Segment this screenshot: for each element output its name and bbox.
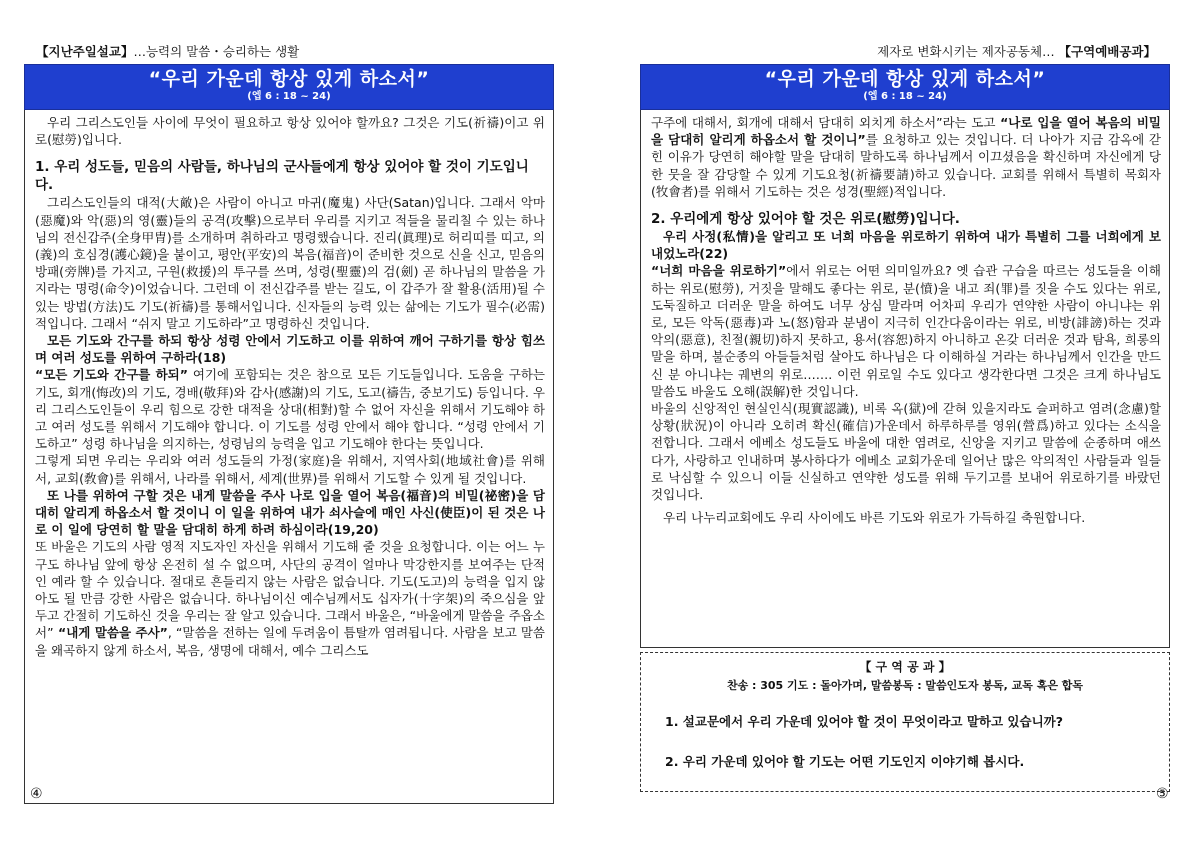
sermon-title-bar-right (640, 64, 1170, 110)
section-heading-2: 2. 우리에게 항상 있어야 할 것은 위로(慰勞)입니다. (651, 211, 960, 228)
sermon-body-left (24, 110, 554, 804)
paragraph-text: 를 요청하고 있는 것입니다. 더 나아가 지금 감옥에 갇힌 이유가 당연히 해야할 말을 담대히 말하도록 하나님께서 이끄셨음을 확신하며 자신에게 당한 뭇을 잘 감당할 수 있게 기도요청(祈禱要請)하고 있습니다. 교회를 위해서 특별히 목회자(牧會者)를 위해서 기도하는 것은 성경(聖經)적입니다. (651, 132, 1161, 199)
closing-paragraph: 우리 나누리교회에도 우리 사이에도 바른 기도와 위로가 가득하길 축원합니다. (663, 510, 1086, 526)
header-left-text: …능력의 말씀・승리하는 생활 (133, 44, 300, 59)
page-number-left: ④ (30, 786, 43, 802)
discussion-question-2: 2. 우리 가운데 있어야 할 기도는 어떤 기도인지 이야기해 봅시다. (665, 754, 1025, 769)
paragraph: 그렇게 되면 우리는 우리와 여러 성도들의 가정(家庭)을 위해서, 지역사회(地域社會)를 위해서, 교회(敎會)를 위해서, 나라를 위해서, 세계(世界)를 위해서 기도할 수 있게 될 것입니다. (35, 453, 545, 486)
sermon-reference: (엡 6 : 18 ~ 24) (863, 91, 947, 102)
discussion-question-1: 1. 설교문에서 우리 가운데 있어야 할 것이 무엇이라고 말하고 있습니까? (665, 714, 1063, 729)
paragraph-text: 여기에 포함되는 것은 참으로 모든 기도들입니다. 도움을 구하는 기도, 회개(悔改)의 기도, 경배(敬拜)와 감사(感謝)의 기도, 도고(禱告, 중보기도) 등입니다. 우리 그리스도인들이 우리 힘으로 강한 대적을 상대(相對)할 수 없어 자신을 위해서 기도해야 하고 여러 성도를 위해서 기도해야 합니다. 이 기도를 성령 안에서 해야 합니다. “성령 안에서 기도하고” 성령 하나님을 의지하는, 성령님의 능력을 입고 기도해야 한다는 뜻입니다. (35, 367, 545, 452)
sermon-title: “우리 가운데 항상 있게 하소서” (764, 68, 1046, 90)
sermon-title: “우리 가운데 항상 있게 하소서” (148, 68, 430, 90)
sermon-title-bar-left (24, 64, 554, 110)
paragraph-text: , “말씀을 전하는 일에 두려움이 틈탈까 염려됩니다. 사람을 보고 말씀을 왜곡하지 않게 하소서, 복음, 생명에 대해서, 예수 그리스도 (35, 625, 545, 658)
right-page (640, 64, 1170, 792)
paragraph (35, 538, 545, 658)
running-header-left (36, 44, 299, 60)
scripture-verse: 모든 기도와 간구를 하되 항상 성령 안에서 기도하고 이를 위하여 깨어 구하기를 항상 힘쓰며 여러 성도를 위하여 구하라(18) (35, 333, 545, 366)
header-right-label: 【구역예배공과】 (1058, 44, 1156, 59)
intro-paragraph: 우리 그리스도인들 사이에 무엇이 필요하고 항상 있어야 할까요? 그것은 기도(祈禱)이고 위로(慰勞)입니다. (35, 115, 545, 148)
page-number-right: ⑤ (1156, 786, 1169, 802)
paragraph-text: 에서 위로는 어떤 의미일까요? 옛 습관 구습을 따르는 성도들을 이해하는 위로(慰勞), 거짓을 말해도 좋다는 위로, 분(憤)을 내고 죄(罪)를 짓을 수도 있다는 위로, 도둑질하고 더러운 말을 하여도 너무 상심 말라며 어차피 우리가 연약한 사람이 아니냐는 위로, 모든 악독(惡毒)과 노(怒)함과 분냄이 지극히 인간다움이라는 위로, 비방(誹謗)하는 것과 악의(惡意), 친절(親切)하지 못하고, 용서(容恕)하지 아니하고 온갖 더러운 것과 탐욕, 희롱의 말을 하며, 불순종의 아들들처럼 살아도 하나님은 다 이해하실 거라는 하나님께서 인간을 만드신 분 아니냐는 궤변의 위로……. 이런 위로일 수도 있다고 생각한다면 그것은 크게 하나님도 말씀도 바울도 오해(誤解)한 것입니다. (651, 263, 1162, 399)
sermon-body-right (640, 110, 1170, 648)
scripture-verse: 우리 사정(私情)을 알리고 또 너희 마음을 위로하기 위하여 내가 특별히 그를 너희에게 보내었노라(22) (651, 229, 1161, 262)
cell-lesson-order: 찬송 : 305 기도 : 돌아가며, 말씀봉독 : 말씀인도자 봉독, 교독 혹은 합독 (726, 679, 1084, 692)
paragraph (651, 262, 1161, 400)
quote-emphasis: “모든 기도와 간구를 하되” (35, 367, 188, 383)
paragraph: 바울의 신앙적인 현실인식(現實認識), 비록 옥(獄)에 갇혀 있을지라도 슬퍼하고 염려(念慮)할 상황(狀況)이 아니라 오히려 확신(確信)가운데서 하루하루를 영위(營爲)하고 있다는 소식을 전합니다. 그래서 에베소 성도들도 바울에 대한 염려로, 신앙을 지키고 말씀에 순종하며 애쓰다가, 사랑하고 인내하며 봉사하다가 에베소 교회가운데 일어난 많은 악의적인 사람들과 일들로 낙심할 수 있으니 이들 신실하고 연약한 성도를 위해 두기고를 보내어 위로하기를 바랐던 것입니다. (651, 401, 1161, 503)
quote-emphasis: “나로 입을 열어 복음의 비밀을 담대히 알리게 하옵소서 할 것이니” (651, 115, 1161, 148)
paragraph-text: 또 바울은 기도의 사람 영적 지도자인 자신을 위해서 기도해 줄 것을 요청합니다. 이는 어느 누구도 하나님 앞에 항상 온전히 설 수 없으며, 사단의 공격이 얼마나 막강한지를 보여주는 단적인 예라 할 수 있습니다. 절대로 흔들리지 않는 사람은 없습니다. 기도(도고)의 능력을 입지 않아도 될 만큼 강한 사람은 없습니다. 하나님이신 예수님께서도 십자가(十字架)의 죽으심을 앞두고 간절히 기도하신 것을 우리는 잘 알고 있습니다. 그래서 바울은, “바울에게 말씀을 주옵소서” (35, 539, 545, 641)
scripture-verse: 또 나를 위하여 구할 것은 내게 말씀을 주사 나로 입을 열어 복음(福音)의 비밀(祕密)을 담대히 알리게 하옵소서 할 것이니 이 일을 위하여 내가 쇠사슬에 매인 사신(使臣)이 된 것은 나로 이 일에 당연히 할 말을 담대히 하게 하려 하심이라(19,20) (35, 487, 545, 538)
header-right-text: 제자로 변화시키는 제자공동체… (877, 44, 1059, 59)
sermon-reference: (엡 6 : 18 ~ 24) (247, 91, 331, 102)
cell-lesson-title: 【 구 역 공 과 】 (859, 660, 951, 674)
paragraph (651, 114, 1161, 200)
header-left-label: 【지난주일설교】 (36, 44, 134, 59)
paragraph-text: 구주에 대해서, 회개에 대해서 담대히 외치게 하소서”라는 도고 (651, 115, 1001, 130)
left-page (24, 64, 554, 804)
quote-emphasis: “너희 마음을 위로하기” (651, 263, 787, 279)
quote-emphasis: “내게 말씀을 주사” (53, 625, 168, 641)
section-heading-1: 1. 우리 성도들, 믿음의 사람들, 하나님의 군사들에게 항상 있어야 할 것이 기도입니다. (35, 159, 529, 194)
paragraph (35, 366, 545, 452)
paragraph: 그리스도인들의 대적(大敵)은 사람이 아니고 마귀(魔鬼) 사단(Satan)입니다. 그래서 악마(惡魔)와 악(惡)의 영(靈)들의 공격(攻擊)으로부터 우리를 지키고 적들을 물리칠 수 있는 하나님의 전신갑주(全身甲胄)를 소개하며 취하라고 명령했습니다. 진리(眞理)로 허리띠를 띠고, 의(義)의 호심경(護心鏡)을 붙이고, 평안(平安)의 복음(福音)이 준비한 것으로 신을 신고, 믿음의 방패(旁牌)를 가지고, 구원(救援)의 투구를 쓰며, 성령(聖靈)의 검(劍) 곧 하나님의 말씀을 가지라는 명령(命令)이었습니다. 그런데 이 전신갑주를 받는 길도, 이 갑주가 잘 활용(活用)될 수 있는 방법(方法)도 기도(祈禱)를 통해서입니다. 신자들의 능력 있는 삶에는 기도가 필수(必需)적입니다. 그래서 “쉬지 말고 기도하라”고 명령하신 것입니다. (35, 195, 545, 331)
running-header-right (877, 44, 1156, 60)
cell-lesson-box (640, 652, 1170, 792)
